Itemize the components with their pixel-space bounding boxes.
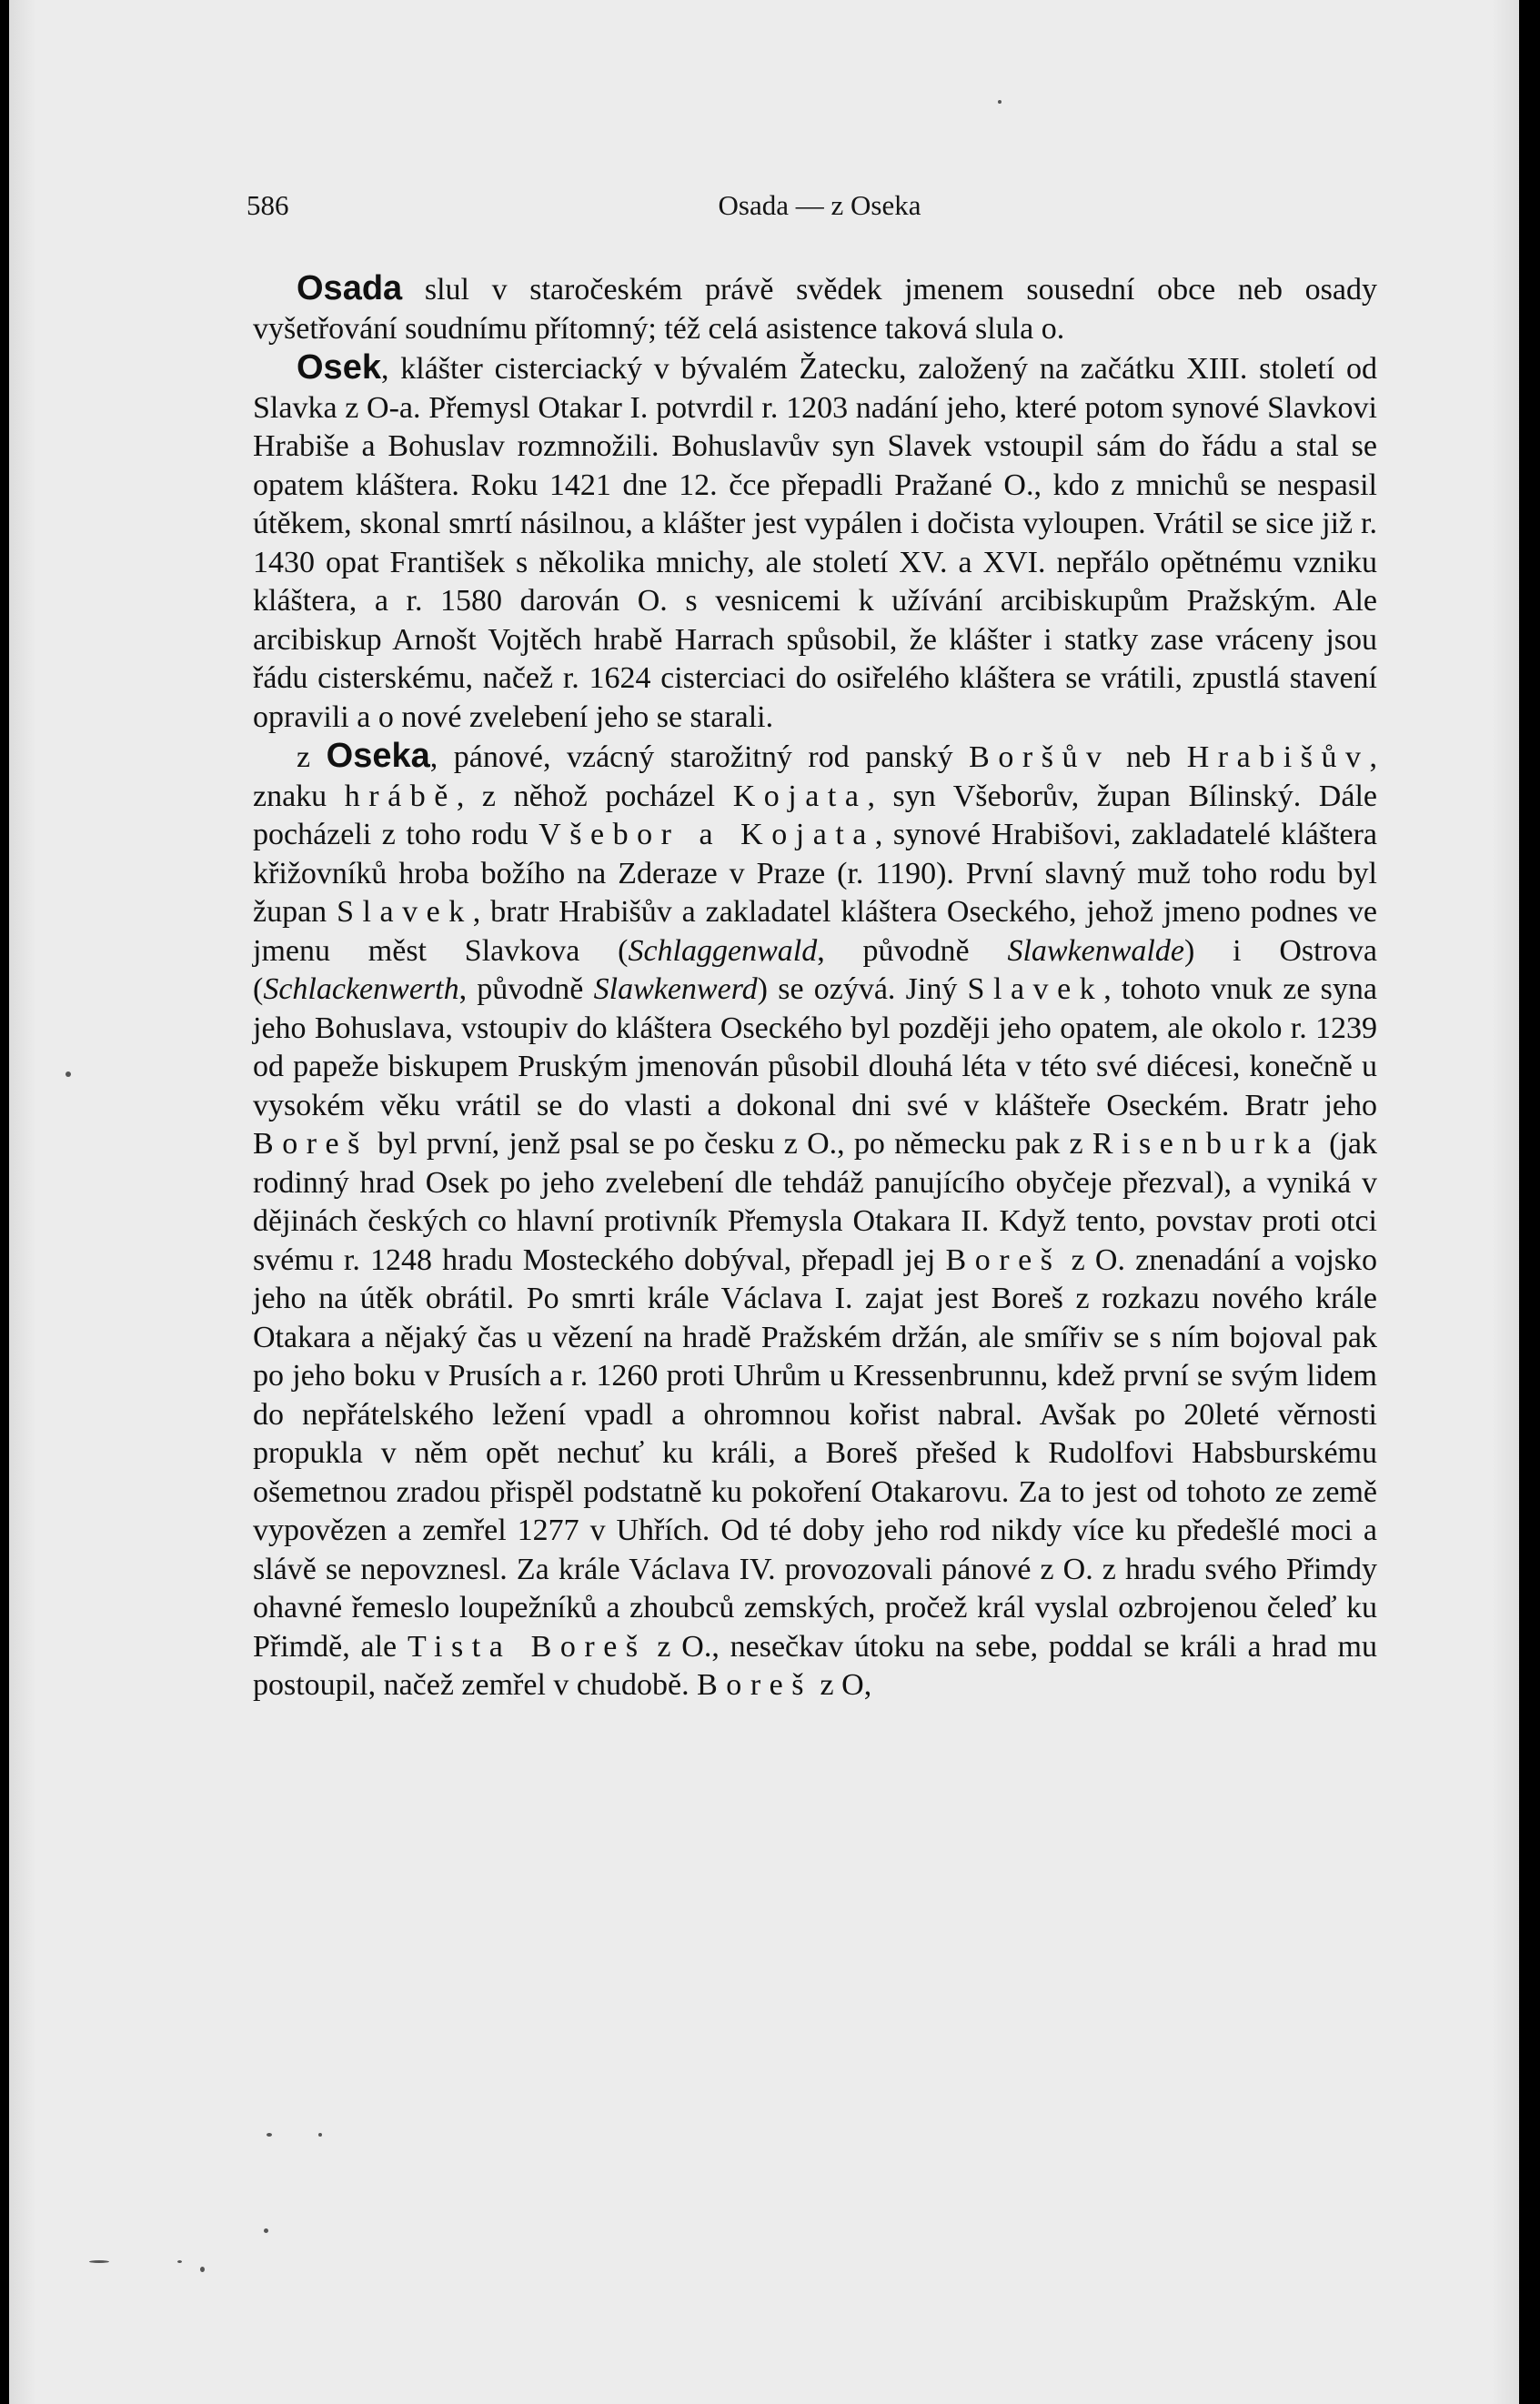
italic-placename: Schlackenwerth — [263, 972, 459, 1006]
spaced-name: Tista Boreš — [407, 1629, 647, 1664]
text-run: neb — [1110, 740, 1187, 774]
headword-z-oseka: Oseka — [326, 737, 430, 775]
spaced-name: Boreš — [697, 1668, 813, 1702]
text-run: , z něhož pocházel — [456, 779, 733, 813]
scan-speck — [267, 2133, 272, 2137]
headword-osada: Osada — [297, 269, 403, 307]
scan-speck — [264, 2228, 268, 2233]
scan-speck — [200, 2267, 205, 2272]
entry-z-oseka — [253, 737, 1377, 1705]
text-run: z O., nesečkav útoku na sebe, poddal se králi a hrad mu postoupil, načež zemřel v chudobě. — [253, 1629, 1377, 1702]
entry-osek-text: , klášter cisterciacký v bývalém Žatecku, založený na začátku XIII. století od Slavka z O-a. Přemysl Otakar I. potvrdil r. 1203 nadání jeho, které potom synové Slavkovi Hrabiše a Bohuslav rozmnožili. Bohuslavův syn Slavek vstoupil sám do řádu a stal se opatem kláštera. Roku 1421 dne 12. čce přepadli Pražané O., kdo z mnichů se nespasil útěkem, skonal smrtí násilnou, a klášter jest vypálen i dočista vyloupen. Vrátil se sice již r. 1430 opat František s několika mnichy, ale století XV. a XVI. nepřálo opětnému vzniku kláštera, a r. 1580 darován O. s vesnicemi k užívání arcibiskupům Pražským. Ale arcibiskup Arnošt Vojtěch hrabě Harrach spůsobil, že klášter i statky zase vráceny jsou řádu cisterskému, načež r. 1624 cisterciaci do osiřelého kláštera se vrátili, zpustlá stavení opravili a o nové zvelebení jeho se starali. — [253, 352, 1377, 734]
page-number: 586 — [247, 189, 289, 221]
running-title: Osada — z Oseka — [718, 189, 921, 221]
text-run: , syn Všeborův, župan Bílinský. Dále pocházeli z toho rodu — [253, 779, 1377, 851]
scan-speck — [318, 2133, 322, 2137]
scan-speck — [998, 100, 1002, 104]
scan-speck — [65, 1071, 71, 1077]
spaced-name: Hrabišův — [1186, 740, 1370, 774]
text-run: , bratr Hrabišův a zakladatel kláštera Oseckého, jehož jmeno podnes ve jmenu měst Slavkova ( — [253, 895, 1377, 968]
spaced-name: Slavek — [967, 972, 1104, 1006]
spaced-name: Risenburka — [1092, 1127, 1320, 1161]
text-run: z O. znenadání a vojsko jeho na útěk obrátil. Po smrti krále Václava I. zajat jest Boreš z rozkazu nového krále Otakara a nějaký čas u vězení na hradě Pražském držán, ale smířiv se s ním bojoval pak po jeho boku v Prusích a r. 1260 proti Uhrům u Kressenbrunnu, kdež první se svým lidem do nepřátelského ležení vpadl a ohromnou kořist nabral. Avšak po 20leté věrnosti propukla v něm opět nechuť ku králi, a Boreš přešed k Rudolfovi Habsburskému ošemetnou zradou přispěl podstatně ku pokoření Otakarovu. Za to jest od tohoto ze země vypovězen a zemřel 1277 v Uhřích. Od té doby jeho rod nikdy více ku předešlé moci a slávě se nepovznesl. Za krále Václava IV. provozovali pánové z O. z hradu svého Přimdy ohavné řemeslo loupežníků a zhoubců zemských, pročež král vyslal ozbrojenou čeleď ku Přimdě, ale — [253, 1242, 1377, 1664]
spaced-name: Všebor a Kojata — [538, 818, 875, 851]
text-run: ) se ozývá. Jiný — [757, 972, 968, 1006]
spaced-name: Kojata — [732, 779, 868, 813]
text-run: , původně — [458, 972, 594, 1006]
dictionary-body — [253, 269, 1377, 1705]
text-run: (jak rodinný hrad Osek po jeho zvelebení dle tehdáž panujícího obyčeje přezval), a vyniká v dějinách českých co hlavní protivník Přemysla Otakara II. Když tento, povstav proti otci svému r. 1248 hradu Mosteckého dobýval, přepadl jej — [253, 1127, 1377, 1277]
text-run: byl první, jenž psal se po česku z O., po německu pak z — [367, 1127, 1092, 1161]
text-run: , znaku — [253, 740, 1377, 813]
scan-speck — [89, 2260, 109, 2263]
spaced-name: Slavek — [337, 895, 473, 929]
text-run: , pánové, vzácný starožitný rod panský — [429, 740, 970, 774]
entry-osek — [253, 348, 1377, 737]
text-run: , původně — [817, 933, 1008, 968]
spaced-name: Boršův — [969, 740, 1111, 774]
text-run: , tohoto vnuk ze syna jeho Bohuslava, vstoupiv do kláštera Oseckého byl později jeho opatem, ale okolo r. 1239 od papeže biskupem Pruským jmenován působil dlouhá léta v této své diécesi, konečně u vysokém věku vrátil se do vlasti a dokonal dni své v klášteře Oseckém. Bratr jeho — [253, 972, 1377, 1122]
text-run: z O, — [812, 1668, 872, 1702]
scanned-page — [9, 0, 1519, 2404]
headword-prefix: z — [297, 740, 327, 774]
spaced-name: Boreš — [253, 1127, 368, 1161]
text-run: ) i Ostrova ( — [253, 933, 1377, 1006]
italic-placename: Slawkenwerd — [593, 972, 758, 1006]
italic-placename: Schlaggenwald — [628, 933, 818, 968]
entry-osada — [253, 269, 1377, 348]
spaced-name: Boreš — [945, 1242, 1062, 1277]
text-run: , synové Hrabišovi, zakladatelé kláštera křižovníků hroba božího na Zderaze v Praze (r. 1190). První slavný muž toho rodu byl župan — [253, 818, 1377, 929]
italic-placename: Slawkenwalde — [1007, 933, 1184, 968]
spaced-name: hrábě — [344, 779, 457, 813]
page-header — [247, 182, 1393, 233]
scan-speck — [177, 2260, 182, 2263]
headword-osek: Osek — [297, 348, 381, 387]
entry-osada-text: slul v staročeském právě svědek jmenem sousední obce neb osady vyšetřování soudnímu přítomný; též celá asistence taková slula o. — [253, 273, 1377, 346]
